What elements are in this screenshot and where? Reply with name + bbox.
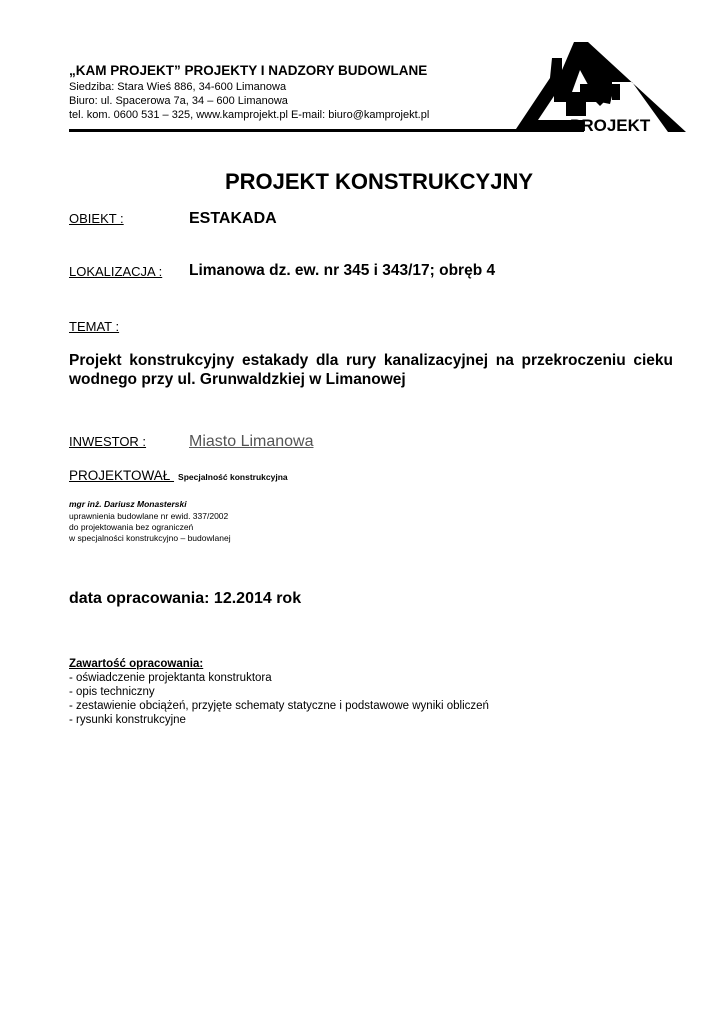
object-value: ESTAKADA	[189, 210, 277, 227]
object-label: OBIEKT :	[69, 211, 124, 226]
designed-by-row	[69, 467, 288, 485]
company-office: Biuro: ul. Spacerowa 7a, 34 – 600 Limanowa	[69, 95, 288, 107]
contents-item: - rysunki konstrukcyjne	[69, 714, 186, 726]
designer-name: mgr inż. Dariusz Monasterski	[69, 499, 187, 509]
investor-value: Miasto Limanowa	[189, 433, 314, 450]
contents-item: - oświadczenie projektanta konstruktora	[69, 672, 272, 684]
investor-label: INWESTOR :	[69, 434, 147, 449]
document-title: PROJEKT KONSTRUKCYJNY	[224, 169, 534, 194]
location-value: Limanowa dz. ew. nr 345 i 343/17; obręb 4	[189, 262, 496, 279]
designed-by-specialty: Specjalność konstrukcyjna	[178, 472, 288, 482]
topic-label: TEMAT :	[69, 319, 120, 334]
company-contact: tel. kom. 0600 531 – 325, www.kamprojekt.pl E-mail: biuro@kamprojekt.pl	[69, 109, 430, 121]
location-label: LOKALIZACJA :	[69, 264, 163, 279]
preparation-date: data opracowania: 12.2014 rok	[69, 590, 302, 607]
contents-title: Zawartość opracowania:	[69, 658, 204, 670]
logo-text: PROJEKT	[570, 116, 651, 135]
company-name: „KAM PROJEKT” PROJEKTY I NADZORY BUDOWLANE	[69, 63, 428, 78]
header-divider	[69, 129, 516, 132]
contents-item: - zestawienie obciążeń, przyjęte schematy statyczne i podstawowe wyniki obliczeń	[69, 700, 489, 712]
contents-item: - opis techniczny	[69, 686, 155, 698]
designer-scope: do projektowania bez ograniczeń	[69, 522, 194, 532]
designer-license: uprawnienia budowlane nr ewid. 337/2002	[69, 511, 229, 521]
company-logo	[514, 40, 686, 136]
topic-value: Projekt konstrukcyjny estakady dla rury kanalizacyjnej na przekroczeniu cieku wodnego przy ul. Grunwaldzkiej w Limanowej	[69, 352, 673, 388]
designed-by-label: PROJEKTOWAŁ	[69, 468, 175, 483]
company-seat: Siedziba: Stara Wieś 886, 34-600 Limanowa	[69, 81, 287, 93]
designer-specialty: w specjalności konstrukcyjno – budowlanej	[69, 533, 231, 543]
